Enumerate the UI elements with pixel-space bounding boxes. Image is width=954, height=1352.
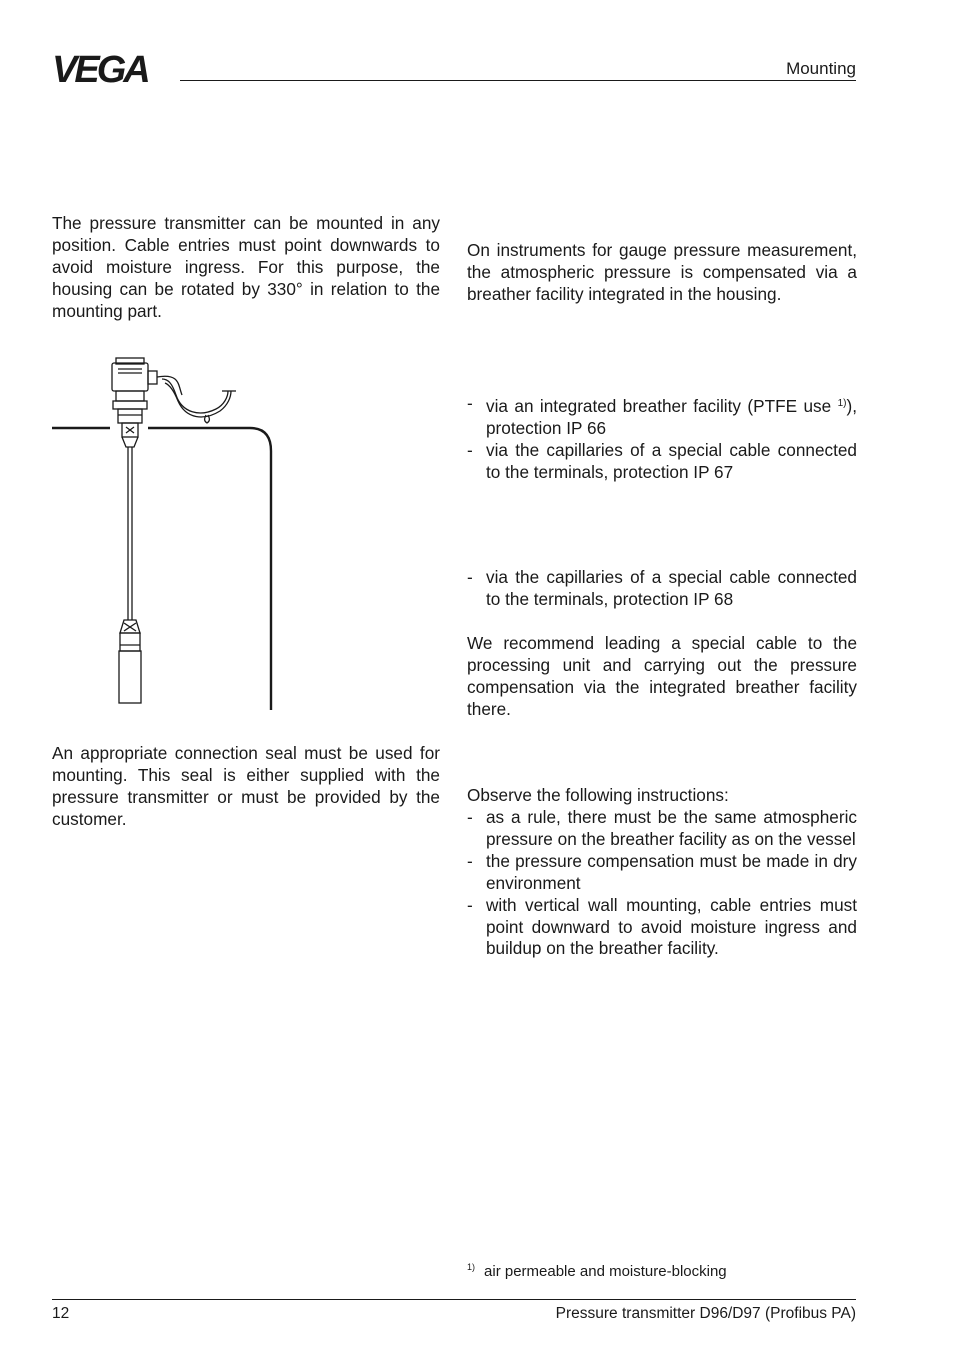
recommendation-paragraph: We recommend leading a special cable to the processing unit and carrying out the pressure compensation via the integrated breather facility there. [467, 633, 857, 719]
page-number: 12 [52, 1305, 70, 1322]
section-title: Mounting [786, 59, 856, 78]
transmitter-mounting-illustration [50, 355, 280, 715]
vega-logo [52, 52, 172, 86]
list-item: - via the capillaries of a special cable connected to the terminals, protection IP 67 [467, 440, 857, 484]
mounting-intro-paragraph: The pressure transmitter can be mounted in any position. Cable entries must point downwards to avoid moisture ingress. For this purpose, the housing can be rotated by 330° in relation to the mounting part. [52, 213, 440, 321]
footnote [467, 1262, 727, 1280]
footnote-reference: 1) [837, 398, 847, 409]
list-item: - with vertical wall mounting, cable entries must point downward to avoid moisture ingress and buildup on the breather facility. [467, 895, 857, 961]
list-item: - as a rule, there must be the same atmospheric pressure on the breather facility as on the vessel [467, 807, 857, 851]
list-item: - the pressure compensation must be made in dry environment [467, 851, 857, 895]
ip66-ip67-compensation-list [467, 393, 857, 484]
footer-rule [52, 1299, 856, 1300]
pressure-compensation-intro: On instruments for gauge pressure measurement, the atmospheric pressure is compensated via a breather facility integrated in the housing. [467, 240, 857, 304]
document-title: Pressure transmitter D96/D97 (Profibus PA) [555, 1305, 856, 1322]
instructions-list [467, 807, 857, 960]
observe-instructions-heading: Observe the following instructions: [467, 785, 729, 805]
list-item: - via an integrated breather facility (PTFE use $^{1)}$), protection IP 66 [467, 393, 857, 440]
footnote-marker: 1) [467, 1262, 476, 1272]
header-rule [180, 80, 856, 81]
list-item: - via the capillaries of a special cable connected to the terminals, protection IP 68 [467, 567, 857, 611]
ip68-compensation-list [467, 567, 857, 611]
connection-seal-paragraph: An appropriate connection seal must be used for mounting. This seal is either supplied with the pressure transmitter or must be provided by the customer. [52, 743, 440, 829]
logo-text: VEGA [52, 52, 148, 86]
footnote-text: air permeable and moisture-blocking [484, 1263, 727, 1280]
